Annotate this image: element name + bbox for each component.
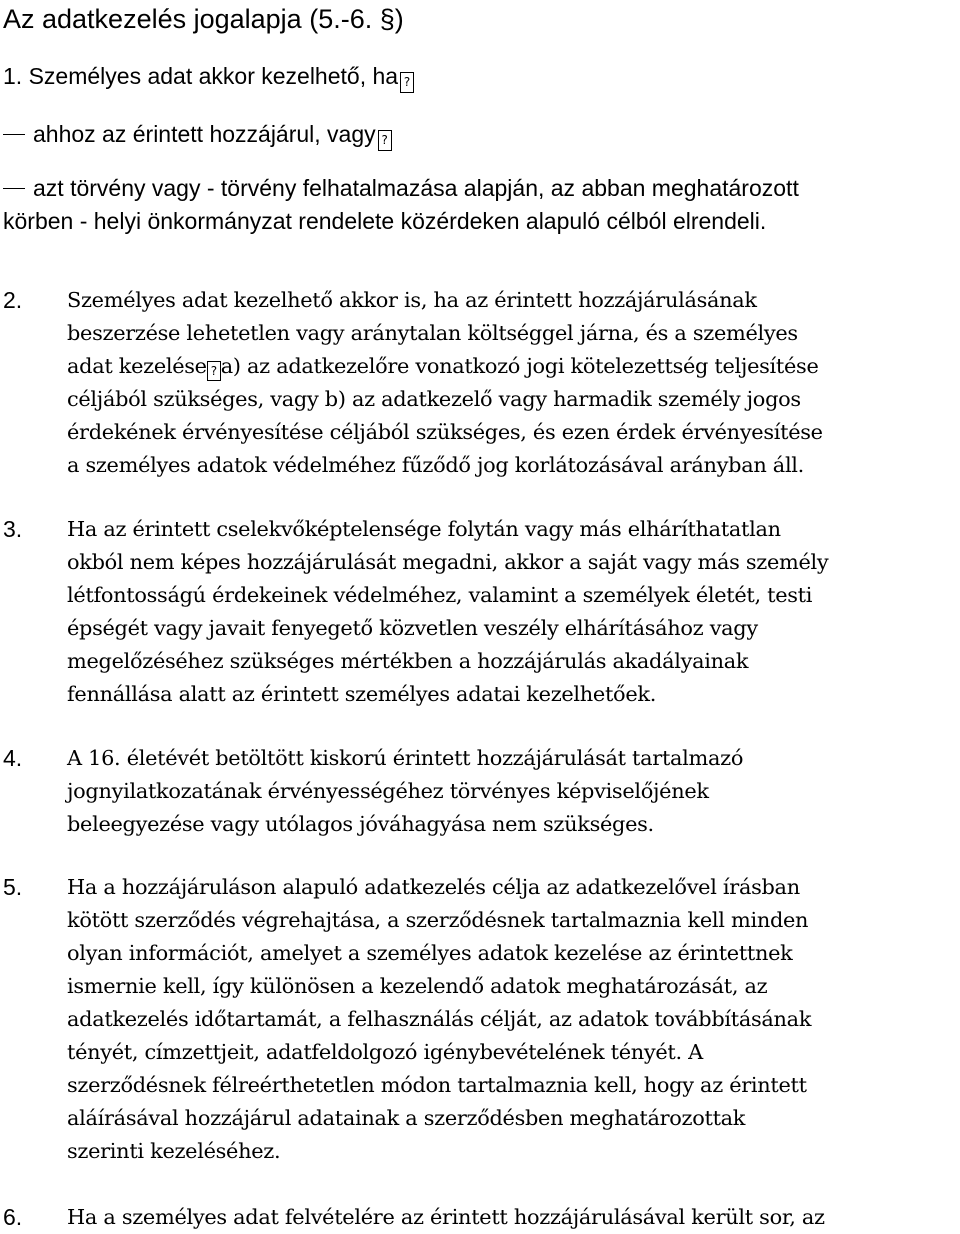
section-1-intro-text: Személyes adat akkor kezelhető, ha	[28, 63, 399, 89]
item-3-line-6: fennállása alatt az érintett személyes adatai kezelhetőek.	[67, 682, 657, 706]
item-5-line-3: olyan információt, amelyet a személyes adatok kezelése az érintettnek	[67, 941, 793, 965]
list-item-2	[3, 284, 957, 482]
list-item-number: 5.	[3, 874, 23, 900]
item-5-line-9: szerinti kezeléséhez.	[67, 1139, 281, 1163]
dash-bullet-icon	[3, 188, 25, 189]
item-5-line-4: ismernie kell, így különösen a kezelendő adatok meghatározását, az	[67, 974, 768, 998]
item-5-line-2: kötött szerződés végrehajtása, a szerződésnek tartalmaznia kell minden	[67, 908, 809, 932]
item-2-line-1: Személyes adat kezelhető akkor is, ha az érintett hozzájárulásának	[67, 288, 757, 312]
list-item-number: 3.	[3, 516, 23, 542]
item-6-line-1: Ha a személyes adat felvételére az érintett hozzájárulásával került sor, az	[67, 1205, 825, 1229]
item-5-line-1: Ha a hozzájáruláson alapuló adatkezelés célja az adatkezelővel írásban	[67, 875, 800, 899]
list-item-6	[3, 1201, 957, 1234]
section-1-bullet-2	[3, 172, 799, 238]
item-5-line-8: aláírásával hozzájárul adatainak a szerződésben meghatározottak	[67, 1106, 746, 1130]
list-item-number: 6.	[3, 1204, 23, 1230]
item-2-line-6: a személyes adatok védelméhez fűződő jog korlátozásával arányban áll.	[67, 453, 805, 477]
item-5-line-6: tényét, címzettjeit, adatfeldolgozó igénybevételének tényét. A	[67, 1040, 703, 1064]
item-2-line-5: érdekének érvényesítése céljából szükséges, és ezen érdek érvényesítése	[67, 420, 823, 444]
item-4-line-2: jognyilatkozatának érvényességéhez törvényes képviselőjének	[67, 779, 709, 803]
item-3-line-3: létfontosságú érdekeinek védelméhez, valamint a személyek életét, testi	[67, 583, 813, 607]
item-5-line-5: adatkezelés időtartamát, a felhasználás célját, az adatok továbbításának	[67, 1007, 812, 1031]
section-1-number: 1.	[3, 63, 23, 89]
item-2-line-2: beszerzése lehetetlen vagy aránytalan költséggel járna, és a személyes	[67, 321, 798, 345]
item-3-line-5: megelőzéséhez szükséges mértékben a hozzájárulás akadályainak	[67, 649, 749, 673]
section-1-intro	[3, 60, 414, 93]
bullet-1-text: ahhoz az érintett hozzájárul, vagy	[33, 121, 376, 147]
missing-glyph-icon: ?	[378, 130, 392, 151]
item-2-line-3: adat kezelése ? a) az adatkezelőre vonatkozó jogi kötelezettség teljesítése	[67, 350, 957, 383]
item-3-line-4: épségét vagy javait fenyegető közvetlen veszély elhárításához vagy	[67, 616, 758, 640]
missing-glyph-icon: ?	[207, 361, 221, 381]
list-item-4	[3, 742, 957, 841]
item-3-line-2: okból nem képes hozzájárulását megadni, akkor a saját vagy más személy	[67, 550, 829, 574]
page-title: Az adatkezelés jogalapja (5.-6. §)	[3, 4, 404, 34]
item-5-line-7: szerződésnek félreérthetetlen módon tartalmaznia kell, hogy az érintett	[67, 1073, 807, 1097]
section-1-bullet-1	[3, 118, 392, 151]
list-item-number: 2.	[3, 287, 23, 313]
item-3-line-1: Ha az érintett cselekvőképtelensége folytán vagy más elháríthatatlan	[67, 517, 781, 541]
dash-bullet-icon	[3, 134, 25, 135]
bullet-2-line-1: azt törvény vagy - törvény felhatalmazása alapján, az abban meghatározott	[33, 175, 799, 201]
list-item-number: 4.	[3, 745, 23, 771]
item-4-line-1: A 16. életévét betöltött kiskorú érintett hozzájárulását tartalmazó	[67, 746, 744, 770]
missing-glyph-icon: ?	[400, 72, 414, 93]
bullet-2-line-2: körben - helyi önkormányzat rendelete közérdeken alapuló célból elrendeli.	[3, 208, 767, 234]
list-item-3	[3, 513, 957, 711]
list-item-5	[3, 871, 957, 1168]
item-2-line-4: céljából szükséges, vagy b) az adatkezelő vagy harmadik személy jogos	[67, 387, 801, 411]
item-4-line-3: beleegyezése vagy utólagos jóváhagyása nem szükséges.	[67, 812, 654, 836]
